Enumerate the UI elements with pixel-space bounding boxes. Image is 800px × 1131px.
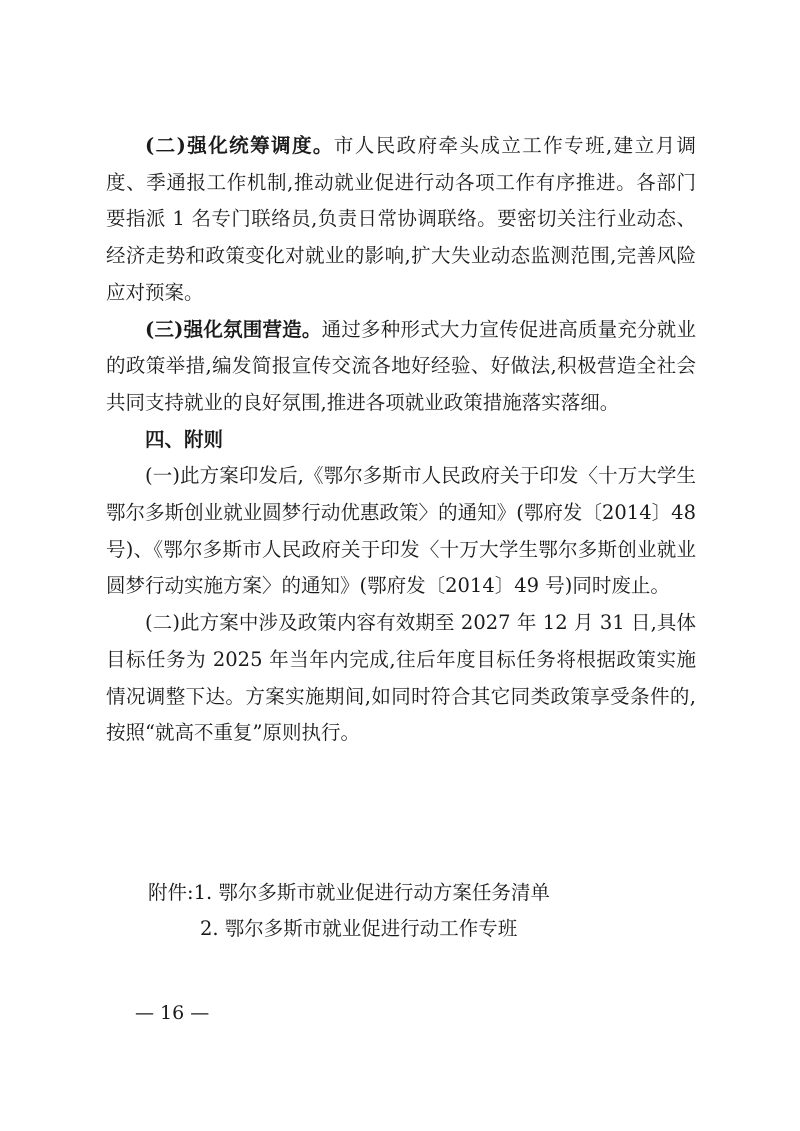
attachment-title: 2. 鄂尔多斯市就业促进行动工作专班: [200, 917, 518, 940]
page-number: — 16 —: [135, 1002, 210, 1024]
attachment-item-1: [148, 875, 550, 911]
paragraph-repeal: (一)此方案印发后,《鄂尔多斯市人民政府关于印发〈十万大学生鄂尔多斯创业就业圆梦行动优惠政策〉的通知》(鄂府发〔2014〕48 号)、《鄂尔多斯市人民政府关于印发〈十万大学生鄂尔多斯创业就业圆梦行动实施方案〉的通知》(鄂府发〔2014〕49 号)同时废止。: [106, 464, 696, 598]
paragraph-heading: (三)强化氛围营造。: [145, 317, 322, 341]
attachments-list: [148, 875, 550, 947]
paragraph-coordination: [106, 128, 696, 312]
paragraph-heading: (二)强化统筹调度。: [145, 134, 334, 157]
paragraph-text: 通过多种形式大力宣传促进高质量充分就业的政策举措,编发简报宣传交流各地好经验、好做法,积极营造全社会共同支持就业的良好氛围,推进各项就业政策措施落实落细。: [106, 317, 696, 414]
document-body: [106, 128, 696, 752]
paragraph-atmosphere: [106, 312, 696, 422]
section-title: 四、附则: [145, 427, 224, 451]
attachment-item-2: [148, 911, 550, 947]
paragraph-text: 市人民政府牵头成立工作专班,建立月调度、季通报工作机制,推动就业促进行动各项工作有序推进。各部门要指派 1 名专门联络员,负责日常协调联络。要密切关注行业动态、经济走势和政策变化对就业的影响,扩大失业动态监测范围,完善风险应对预案。: [106, 134, 696, 304]
paragraph-validity: (二)此方案中涉及政策内容有效期至 2027 年 12 月 31 日,具体目标任务为 2025 年当年内完成,往后年度目标任务将根据政策实施情况调整下达。方案实施期间,如同时符合其它同类政策享受条件的,按照“就高不重复”原则执行。: [106, 611, 696, 745]
attachment-title: 1. 鄂尔多斯市就业促进行动方案任务清单: [193, 881, 550, 904]
attachments-label: 附件:: [148, 881, 194, 904]
